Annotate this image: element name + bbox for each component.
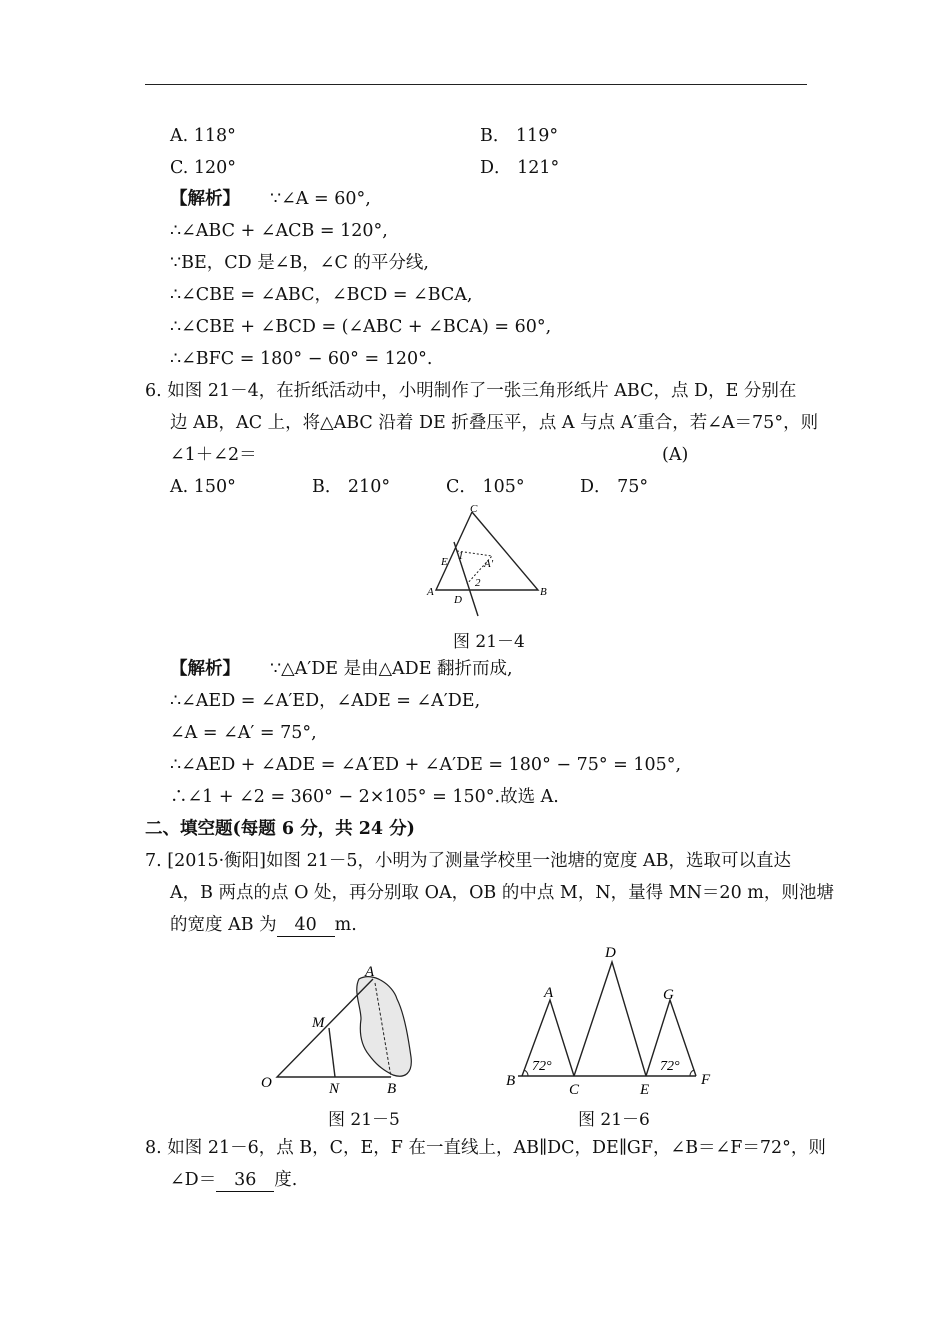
q7-stem-line: 7. [2015·衡阳]如图 21－5，小明为了测量学校里一池塘的宽度 AB，选取可以直达 bbox=[145, 851, 792, 871]
label-m: M bbox=[312, 1015, 325, 1031]
label-a: A bbox=[427, 586, 434, 598]
q5-option-b: B． 119° bbox=[480, 126, 559, 146]
q6-solution-line: ∵△A′DE 是由△ADE 翻折而成, bbox=[270, 659, 513, 679]
q6-answer: (A) bbox=[662, 445, 689, 465]
section-title: 二、填空题(每题 6 分，共 24 分) bbox=[145, 819, 415, 839]
q8-stem-text: 度. bbox=[274, 1170, 298, 1190]
figure-21-6 bbox=[500, 940, 725, 1100]
label-b: B bbox=[387, 1081, 397, 1097]
q5-option-a: A. 118° bbox=[170, 126, 236, 146]
q6-stem-line: ∠1＋∠2＝ bbox=[170, 445, 257, 465]
figure-21-4 bbox=[420, 500, 560, 620]
label-d: D bbox=[454, 594, 462, 606]
q6-solution-line: ∴∠1 + ∠2 = 360° − 2×105° = 150°.故选 A. bbox=[170, 787, 559, 807]
q6-solution-line: ∴∠AED = ∠A′ED，∠ADE = ∠A′DE, bbox=[170, 691, 481, 711]
q5-solution-line: ∵BE，CD 是∠B，∠C 的平分线, bbox=[170, 253, 429, 273]
angle-b-value: 72° bbox=[532, 1059, 552, 1074]
label-a: A bbox=[365, 964, 375, 980]
label-b: B bbox=[540, 586, 547, 598]
q6-option-d: D． 75° bbox=[580, 477, 649, 497]
figure-caption: 图 21－4 bbox=[453, 632, 525, 652]
label-o: O bbox=[261, 1075, 272, 1091]
q7-stem-line bbox=[170, 914, 357, 937]
q5-option-d: D． 121° bbox=[480, 158, 560, 178]
q8-stem-line bbox=[170, 1169, 297, 1192]
q5-option-c: C. 120° bbox=[170, 158, 237, 178]
label-n: N bbox=[329, 1081, 340, 1097]
q5-solution-line: ∴∠BFC = 180° − 60° = 120°. bbox=[170, 349, 433, 369]
label-f: F bbox=[701, 1072, 711, 1088]
label-a-prime: A′ bbox=[484, 558, 494, 570]
label-d: D bbox=[605, 945, 616, 961]
q6-solution-line: ∠A = ∠A′ = 75°, bbox=[170, 723, 317, 743]
q5-solution-line: ∴∠CBE = ∠ABC，∠BCD = ∠BCA, bbox=[170, 285, 473, 305]
segment-mn bbox=[329, 1028, 335, 1077]
label-angle-1: 1 bbox=[458, 550, 464, 562]
q7-stem-text: m. bbox=[334, 915, 357, 935]
q6-stem-line: 6. 如图 21－4，在折纸活动中，小明制作了一张三角形纸片 ABC，点 D，E 分别在 bbox=[145, 381, 797, 401]
q6-option-c: C． 105° bbox=[446, 477, 525, 497]
q6-solution-label: 【解析】 bbox=[170, 659, 240, 679]
q7-stem-line: A，B 两点的点 O 处，再分别取 OA，OB 的中点 M，N，量得 MN＝20 m，则池塘 bbox=[170, 883, 834, 903]
label-b: B bbox=[506, 1073, 516, 1089]
angle-f-value: 72° bbox=[660, 1059, 680, 1074]
header-rule bbox=[145, 84, 807, 85]
q5-solution-line: ∵∠A = 60°, bbox=[270, 189, 371, 209]
label-g: G bbox=[663, 987, 674, 1003]
q5-solution-line: ∴∠ABC + ∠ACB = 120°, bbox=[170, 221, 388, 241]
q8-stem-text: ∠D＝ bbox=[170, 1170, 217, 1190]
triangle-abc bbox=[436, 512, 538, 590]
q5-solution-label: 【解析】 bbox=[170, 189, 240, 209]
label-c: C bbox=[569, 1082, 580, 1098]
q6-option-a: A. 150° bbox=[170, 477, 236, 497]
label-e: E bbox=[640, 1082, 650, 1098]
triangle-dce bbox=[574, 962, 646, 1076]
label-a: A bbox=[544, 985, 554, 1001]
q7-stem-text: 的宽度 AB 为 bbox=[170, 915, 277, 935]
figure-caption: 图 21－6 bbox=[578, 1110, 650, 1130]
q6-option-b: B． 210° bbox=[312, 477, 391, 497]
figure-caption: 图 21－5 bbox=[328, 1110, 400, 1130]
label-angle-2: 2 bbox=[475, 577, 481, 589]
label-c: C bbox=[470, 503, 478, 515]
q6-stem-line: 边 AB，AC 上，将△ABC 沿着 DE 折叠压平，点 A 与点 A′重合，若∠A＝75°，则 bbox=[170, 413, 819, 433]
q8-stem-line: 8. 如图 21－6，点 B，C，E，F 在一直线上，AB∥DC，DE∥GF，∠B＝∠F＝72°，则 bbox=[145, 1138, 826, 1158]
q7-answer-blank: 40 bbox=[277, 914, 335, 937]
angle-f-arc bbox=[690, 1070, 694, 1076]
label-e: E bbox=[441, 556, 448, 568]
pond-shape bbox=[357, 977, 412, 1077]
q6-solution-line: ∴∠AED + ∠ADE = ∠A′ED + ∠A′DE = 180° − 75° = 105°, bbox=[170, 755, 682, 775]
q8-answer-blank: 36 bbox=[216, 1169, 274, 1192]
figure-21-5 bbox=[255, 955, 425, 1100]
q5-solution-line: ∴∠CBE + ∠BCD = (∠ABC + ∠BCA) = 60°, bbox=[170, 317, 552, 337]
